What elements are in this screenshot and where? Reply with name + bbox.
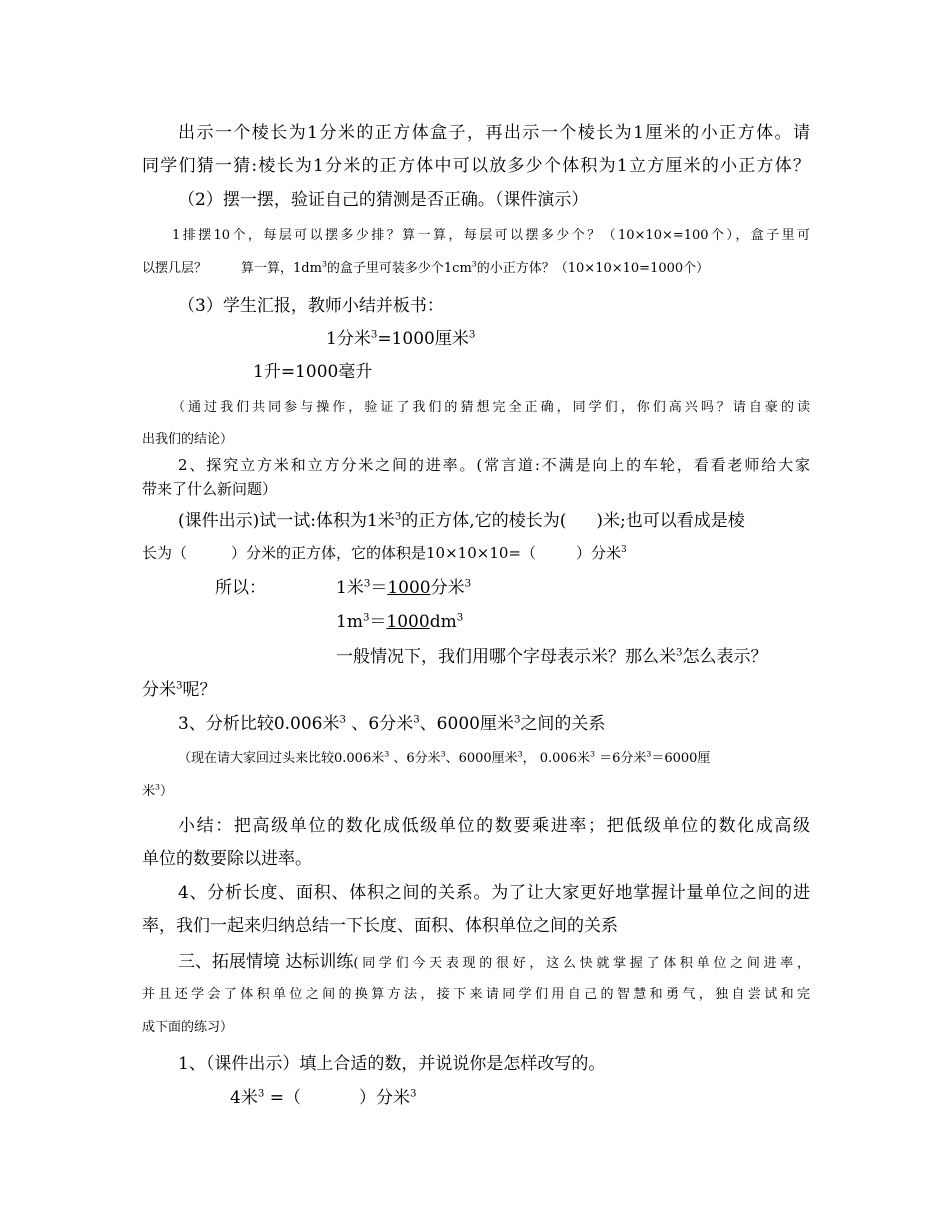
note-1-line-2: 出我们的结论） — [142, 432, 234, 447]
part-3-line-3: 成下面的练习） — [142, 1020, 234, 1035]
section-2-line-2: 带来了什么新问题） — [142, 480, 278, 498]
section-2-line-1: 2、探究立方米和立方分米之间的进率。(常言道:不满是向上的车轮，看看老师给大家 — [178, 456, 810, 474]
formula-dm3-cm3: 1分米$^3$=1000厘米$^3$ — [326, 329, 476, 349]
section-4-line-1: 4、分析长度、面积、体积之间的关系。为了让大家更好地掌握计量单位之间的进 — [178, 883, 810, 903]
part-3-line-2: 并且还学会了体积单位之间的换算方法，接下来请同学们用自己的智慧和勇气，独自尝试和完 — [142, 987, 810, 1002]
note-2-line-1: （现在请大家回过头来比较0.006米$^3$ 、6分米$^3$、6000厘米$^3$， 0.006米$^3$ ＝6分米$^3$＝6000厘 — [178, 749, 711, 766]
so-label: 所以： — [215, 578, 266, 598]
demo-line-2: 以摆几层？ 算一算，$1dm^3$的盒子里可装多少个$1cm^3$的小正方体？（10×10×10=1000个） — [142, 259, 710, 276]
note-2-line-2: 米$^3$） — [142, 782, 173, 799]
step-3-heading: （3）学生汇报，教师小结并板书： — [178, 296, 444, 316]
summary-line-1: 小结：把高级单位的数化成低级单位的数要乘进率；把低级单位的数化成高级 — [178, 816, 810, 836]
formula-litre-ml: 1升=1000毫升 — [253, 362, 373, 382]
demo-line-1: 1排摆10个，每层可以摆多少排？算一算，每层可以摆多少个？（10×10×=100个），盒子里可 — [172, 228, 810, 243]
question-line-2: 分米$^3$呢？ — [142, 680, 217, 700]
part-3-line-1: 三、拓展情境 达标训练 (同学们今天表现的很好，这么快就掌握了体积单位之间进率， — [178, 952, 810, 972]
intro-line-2: 同学们猜一猜:棱长为1分米的正方体中可以放多少个体积为1立方厘米的小正方体？ — [142, 156, 810, 176]
summary-line-2: 单位的数要除以进率。 — [142, 849, 312, 869]
part-3-title: 三、拓展情境 达标训练 — [178, 952, 354, 972]
try-line-1: (课件出示)试一试:体积为1米$^3$的正方体,它的棱长为( )米;也可以看成是棱 — [178, 511, 745, 531]
intro-line-1: 出示一个棱长为1分米的正方体盒子，再出示一个棱长为1厘米的小正方体。请 — [178, 123, 810, 143]
note-1-line-1: （通过我们共同参与操作，验证了我们的猜想完全正确，同学们，你们高兴吗？请自豪的读 — [172, 400, 810, 415]
so-result-chinese: 1米$^3$＝1000分米$^3$ — [336, 578, 472, 598]
so-result-symbols: $1m^3=1000dm^3$ — [336, 612, 464, 632]
step-2-heading: （2）摆一摆，验证自己的猜测是否正确。（课件演示） — [178, 190, 589, 210]
question-line-1: 一般情况下，我们用哪个字母表示米？那么米$^3$怎么表示？ — [336, 647, 768, 667]
section-4-line-2: 率，我们一起来归纳总结一下长度、面积、体积单位之间的关系 — [142, 916, 618, 936]
section-3-heading: 3、分析比较0.006米$^3$ 、6分米$^3$、6000厘米$^3$之间的关系 — [178, 714, 606, 734]
exercise-1-question: 4米$^3$ =（ ）分米$^3$ — [230, 1088, 417, 1108]
try-line-2: 长为（ ）分米的正方体，它的体积是10×10×10=（ ）分米$^3$ — [142, 544, 627, 562]
exercise-1-heading: 1、（课件出示）填上合适的数，并说说你是怎样改写的。 — [178, 1054, 606, 1074]
